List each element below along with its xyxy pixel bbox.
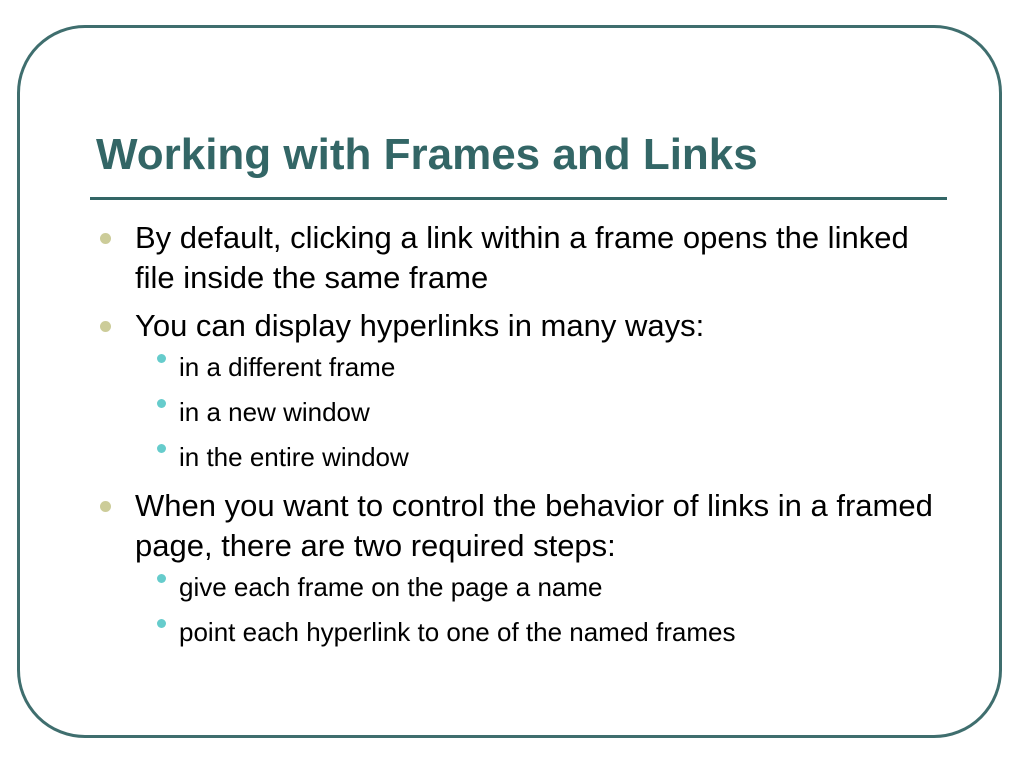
bullet-text: When you want to control the behavior of links in a framed page, there are two required steps: <box>135 488 933 563</box>
sub-bullet-text: in a different frame <box>179 352 396 382</box>
sub-bullet-dot-icon <box>157 354 166 363</box>
bullet-item <box>96 486 956 566</box>
sub-bullet-list <box>96 350 956 474</box>
slide-title: Working with Frames and Links <box>96 130 758 179</box>
sub-bullet-dot-icon <box>157 399 166 408</box>
bullet-list <box>96 218 956 661</box>
sub-bullet-dot-icon <box>157 444 166 453</box>
sub-bullet-list <box>96 570 956 649</box>
bullet-item <box>96 218 956 298</box>
sub-bullet-item <box>96 615 956 649</box>
bullet-dot-icon <box>100 321 111 332</box>
sub-bullet-item <box>96 570 956 604</box>
bullet-dot-icon <box>100 233 111 244</box>
bullet-item <box>96 306 956 346</box>
sub-bullet-text: point each hyperlink to one of the named frames <box>179 617 736 647</box>
title-underline <box>90 197 947 200</box>
sub-bullet-item <box>96 350 956 384</box>
sub-bullet-text: give each frame on the page a name <box>179 572 603 602</box>
bullet-text: You can display hyperlinks in many ways: <box>135 308 705 343</box>
sub-bullet-item <box>96 440 956 474</box>
sub-bullet-dot-icon <box>157 619 166 628</box>
bullet-dot-icon <box>100 501 111 512</box>
sub-bullet-text: in a new window <box>179 397 370 427</box>
bullet-text: By default, clicking a link within a frame opens the linked file inside the same frame <box>135 220 909 295</box>
sub-bullet-dot-icon <box>157 574 166 583</box>
sub-bullet-text: in the entire window <box>179 442 409 472</box>
sub-bullet-item <box>96 395 956 429</box>
